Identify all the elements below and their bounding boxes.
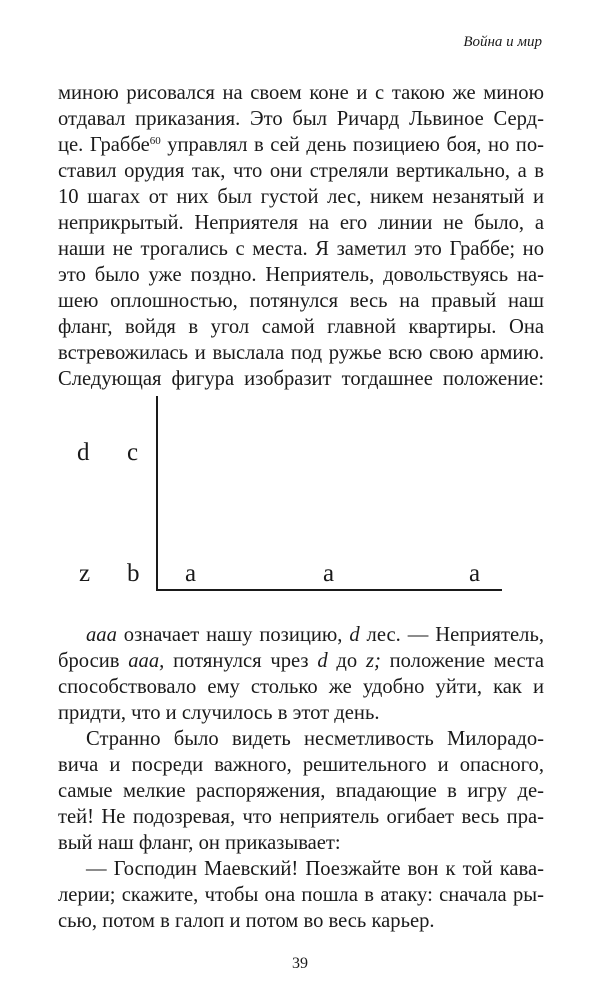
paragraph-1 xyxy=(58,80,544,392)
text-line: способствовало ему столько же удобно уйти, как и xyxy=(58,676,544,698)
paragraphs-after-diagram xyxy=(58,622,544,934)
text-line: фланг, войдя в угол самой главной квартиры. Она xyxy=(58,316,544,338)
text-line: Следующая фигура изобразит тогдашнее положение: xyxy=(58,368,544,390)
text-line: неприкрытый. Неприятеля на его линии не было, а xyxy=(58,212,544,234)
text-line: вича и посреди важного, решительного и опасного, xyxy=(58,754,544,776)
text-line xyxy=(58,132,544,158)
text-line: сью, потом в галоп и потом во весь карьер. xyxy=(58,910,435,932)
text-line: отдавал приказания. Это был Ричард Львиное Серд- xyxy=(58,108,544,130)
italic-run: d xyxy=(317,650,328,672)
text-run: означает нашу позицию, xyxy=(116,624,350,646)
position-diagram xyxy=(60,388,520,602)
text-line xyxy=(58,622,544,648)
italic-run: z; xyxy=(365,650,381,672)
text-line: придти, что и случилось в этот день. xyxy=(58,702,380,724)
text-line: 10 шагах от них был густой лес, никем незанятый и xyxy=(58,186,544,208)
label-a-2: a xyxy=(323,560,335,587)
label-a-3: a xyxy=(469,560,481,587)
label-d: d xyxy=(77,439,90,466)
text-run: потянулся чрез xyxy=(164,650,318,672)
text-run: це. Граббе xyxy=(58,134,150,156)
italic-run: aaa, xyxy=(128,650,165,672)
label-a-1: a xyxy=(185,560,197,587)
label-b: b xyxy=(127,560,140,587)
text-line: — Господин Маевский! Поезжайте вон к той кава- xyxy=(86,858,544,880)
text-line: наши не трогались с места. Я заметил это Граббе; но xyxy=(58,238,544,260)
text-run: лес. — Неприятель, xyxy=(359,624,544,646)
text-line: это было уже поздно. Неприятель, довольствуясь на- xyxy=(58,264,544,286)
text-line: вый наш фланг, он приказывает: xyxy=(58,832,341,854)
text-run: управлял в сей день позициею боя, но по- xyxy=(160,134,544,156)
footnote-ref[interactable]: 60 xyxy=(149,135,161,147)
running-head: Война и мир xyxy=(463,34,542,50)
text-run: положение места xyxy=(380,650,544,672)
diagram-horizontal-line xyxy=(156,589,502,591)
label-c: c xyxy=(127,439,139,466)
text-line xyxy=(58,648,544,674)
text-line: ставил орудия так, что они стреляли вертикально, а в xyxy=(58,160,544,182)
text-run: до xyxy=(327,650,366,672)
diagram-vertical-line xyxy=(156,396,158,591)
text-line: тей! Не подозревая, что неприятель огибает весь пра- xyxy=(58,806,544,828)
italic-run: aaa xyxy=(86,624,117,646)
text-line: лерии; скажите, чтобы она пошла в атаку: сначала ры- xyxy=(58,884,544,906)
text-line: миною рисовался на своем коне и с такою же миною xyxy=(58,82,544,104)
text-line: Странно было видеть несметливость Милорадо- xyxy=(86,728,544,750)
text-run: бросив xyxy=(58,650,129,672)
page-number: 39 xyxy=(292,955,308,972)
text-line: самые мелкие распоряжения, впадающие в игру де- xyxy=(58,780,544,802)
label-z: z xyxy=(79,560,91,587)
text-line: шею оплошностью, потянулся весь на правый наш xyxy=(58,290,544,312)
text-line: встревожилась и выслала под ружье всю свою армию. xyxy=(58,342,544,364)
italic-run: d xyxy=(349,624,360,646)
